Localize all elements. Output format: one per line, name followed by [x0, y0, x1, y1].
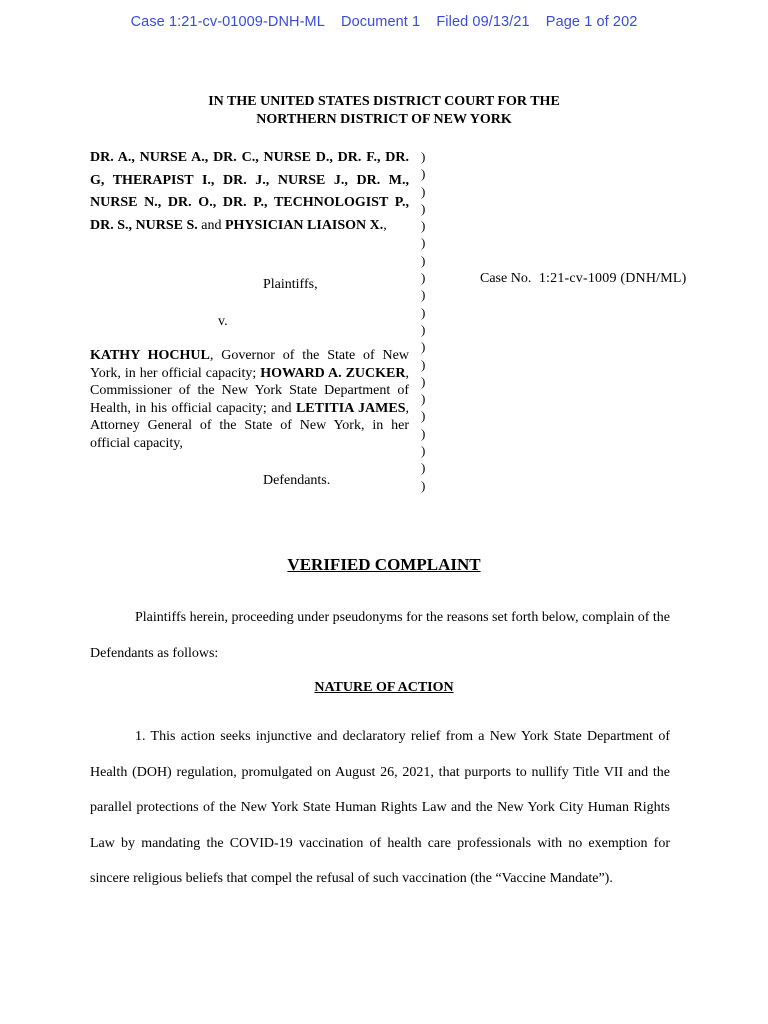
defendant-3-name: LETITIA JAMES	[295, 400, 406, 416]
plaintiffs-list: DR. A., NURSE A., DR. C., NURSE D., DR. F., DR. G, THERAPIST I., DR. J., NURSE J., DR. M., NURSE N., DR. O., DR. P., TECHNOLOGIST P., DR. S., NURSE S.	[90, 150, 409, 233]
case-number-value: 1:21-cv-1009 (DNH/ML)	[538, 271, 687, 286]
defendant-3-desc: , Attorney General of the State of New York, in her official capacity,	[90, 400, 409, 451]
section-heading: NATURE OF ACTION	[314, 680, 454, 695]
court-heading-line-1: IN THE UNITED STATES DISTRICT COURT FOR THE	[208, 94, 560, 109]
defendant-1-name: KATHY HOCHUL	[90, 348, 210, 363]
caption-divider: ) ) ) ) ) ) ) ) ) ) ) ) ) ) ) ) ) ) ) )	[421, 149, 426, 493]
defendant-2-name: HOWARD A. ZUCKER	[260, 365, 406, 381]
plaintiffs-last: PHYSICIAN LIAISON X.	[224, 217, 384, 233]
document-title: VERIFIED COMPLAINT	[287, 555, 481, 574]
case-number	[480, 271, 687, 287]
plaintiffs-last-punct: ,	[383, 217, 387, 233]
paragraph-1-text: 1. This action seeks injunctive and declaratory relief from a New York State Department of Health (DOH) regulation, promulgated on August 26, 2021, that purports to nullify Title VII and the parallel protections of the New York State Human Rights Law and the New York City Human Rights Law by mandating the COVID-19 vaccination of health care professionals with no exemption for sincere religious beliefs that compel the refusal of such vaccination (the “Vaccine Mandate”).	[90, 729, 670, 887]
intro-text: Plaintiffs herein, proceeding under pseudonyms for the reasons set forth below, complain of the Defendants as follows:	[90, 610, 670, 661]
ecf-page-count: Page 1 of 202	[545, 14, 638, 30]
case-number-label: Case No.	[480, 271, 532, 286]
defendants-caption	[90, 347, 409, 452]
versus-label: v.	[218, 314, 228, 329]
ecf-case-number: Case 1:21-cv-01009-DNH-ML	[130, 14, 325, 30]
intro-paragraph	[90, 600, 670, 671]
defendants-label: Defendants.	[263, 473, 331, 488]
court-heading	[0, 93, 768, 129]
plaintiffs-and: and	[201, 217, 222, 233]
court-heading-line-2: NORTHERN DISTRICT OF NEW YORK	[256, 112, 512, 127]
defendant-1-desc: , Governor of the State of New York, in her official capacity;	[90, 348, 409, 381]
defendant-2-desc: , Commissioner of the New York State Department of Health, in his official capacity; and	[90, 365, 409, 416]
ecf-header	[0, 14, 768, 30]
plaintiffs-caption	[90, 147, 409, 237]
paragraph-1	[90, 719, 670, 897]
ecf-document-number: Document 1	[341, 14, 421, 30]
plaintiffs-label: Plaintiffs,	[263, 277, 318, 292]
ecf-filed-date: Filed 09/13/21	[436, 14, 530, 30]
